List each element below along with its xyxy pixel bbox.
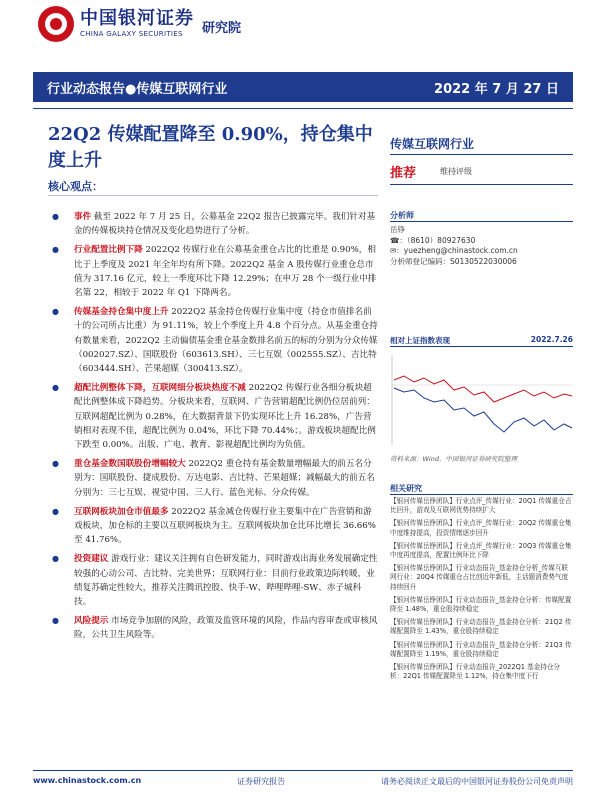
report-banner xyxy=(33,72,573,102)
key-point xyxy=(44,243,378,300)
key-point-keyword: 事件 xyxy=(74,212,92,222)
chart-title: 相对上证指数表现 xyxy=(390,336,450,345)
header-logo xyxy=(38,4,578,44)
divider xyxy=(390,154,573,155)
key-point-keyword: 互联网板块加仓市值最多 xyxy=(74,506,169,517)
report-date: 2022 年 7 月 27 日 xyxy=(434,81,559,97)
core-view-label: 核心观点： xyxy=(48,180,103,193)
key-point xyxy=(44,457,378,500)
key-points xyxy=(44,210,378,648)
analyst-name: 岳铮 xyxy=(390,225,405,234)
brand-name-cn: 中国银河证券 xyxy=(80,8,194,29)
key-point-keyword: 投资建议 xyxy=(74,554,109,565)
chart-line-index xyxy=(394,376,572,402)
analyst-email: ✉：yuezheng@chinastock.com.cn xyxy=(390,246,518,255)
galaxy-logo-icon xyxy=(38,6,74,42)
related-item: 【银河传媒岳铮团队】行业动态报告_基金持仓分析_传媒互联网行业：20Q4 传媒重仓占比创近年新低，主话题消费势气度持续回升 xyxy=(390,564,569,591)
key-point-text: 市场竞争加剧的风险，政策及监管环境的风险，作品内容审查或审核风险，公共卫生风险等。 xyxy=(74,616,378,641)
related-heading: 相关研究 xyxy=(390,484,422,493)
related-item: 【银河传媒岳铮团队】行业动态报告_基金持仓分析：21Q2 传媒配置降至 1.43%，重仓股持续稳定 xyxy=(390,618,572,636)
analyst-info xyxy=(390,225,518,267)
chart-source: 资料来源：Wind，中国银河证券研究院整理 xyxy=(390,455,517,463)
analyst-heading: 分析师 xyxy=(390,211,414,220)
key-point xyxy=(44,552,378,609)
footer-center: 证券研究报告 xyxy=(237,777,286,786)
key-point-keyword: 行业配置比例下降 xyxy=(74,245,143,256)
chart-date: 2022.7.26 xyxy=(530,335,573,344)
related-item: 【银河传媒岳铮团队】行业动态报告_基金持仓分析：21Q3 传媒配置降至 1.19%，重仓股持续稳定 xyxy=(390,640,572,658)
key-point xyxy=(44,305,378,376)
page-footer xyxy=(33,776,573,787)
key-point xyxy=(44,505,378,548)
key-point-keyword: 重仓基金数国联股份增幅较大 xyxy=(74,459,186,470)
key-point-text: 游戏行业：建议关注拥有自色研发能力，同时游戏出海业务发展确定性较强的心动公司、吉比特、完美世界；互联网行业：目前行业政策边际转暖，业绩复苏确定性较大，推荐关注腾讯控股、快手-W、哔哩哔哩-SW、赤子城科技。 xyxy=(74,554,378,608)
industry-label: 传媒互联网行业 xyxy=(390,137,475,151)
related-item: 【银河传媒岳铮团队】行业点评_传媒行业：20Q3 传媒重仓集中度再度提高，配置比例环比下降 xyxy=(390,541,572,560)
key-point xyxy=(44,381,378,452)
related-item: 【银河传媒岳铮团队】行业点评_传媒行业：20Q1 传媒重仓占比回升，游戏及互联网优势持续扩大 xyxy=(390,497,572,515)
analyst-cert: 分析师登记编码：S0130522030006 xyxy=(390,256,517,266)
divider xyxy=(390,494,573,495)
rating-value: 推荐 xyxy=(390,166,417,181)
report-title: 22Q2 传媒配置降至 0.90%，持仓集中度上升 xyxy=(48,124,373,171)
chart-line-industry xyxy=(394,388,572,432)
divider xyxy=(48,195,378,196)
footer-disclaimer: 请务必阅读正文最后的中国银河证券股份公司免责声明 xyxy=(381,777,573,786)
key-point-text: 2022Q2 传媒行业在公募基金重仓占比的比重是 0.90%，相比于上季度及 2021 年全年均有所下降。2022Q2 基金 A 股传媒行业重仓总市值为 317.16 亿元，较上一季度环比下降 12.29%；在申万 28 个一级行业中排名第 22，相较于 2022 年 Q1 下降两名。 xyxy=(74,245,377,299)
report-type: 行业动态报告●传媒互联网行业 xyxy=(47,81,228,97)
key-point-text: 截至 2022 年 7 月 25 日，公募基金 22Q2 报告已披露完毕。我们针对基金的传媒板块持仓情况及变化趋势进行了分析。 xyxy=(74,212,376,237)
divider xyxy=(390,346,573,347)
institute-label: 研究院 xyxy=(202,20,242,36)
key-point xyxy=(44,614,378,642)
related-item: 【银河传媒岳铮团队】行业动态报告_2022Q1 基金持仓分析：22Q1 传媒配置降至 1.12%，持仓集中度下行 xyxy=(390,663,561,681)
key-point-keyword: 风险提示 xyxy=(74,616,109,627)
key-point-keyword: 超配比例整体下降，互联网细分板块热度不减 xyxy=(74,383,246,394)
brand-block xyxy=(80,10,194,38)
relative-performance-chart xyxy=(386,350,576,450)
related-research-list xyxy=(390,497,573,685)
divider xyxy=(33,770,573,771)
key-point-text: 2022Q2 基金持仓传媒行业集中度（持仓市值排名前十的公司所占比重）为 91.11%，较上个季度上升 4.8 个百分点。从基金重仓持有数量来看，2022Q2 主动偏债基金重仓基金数排名前五的标的分别为分众传媒（002027.SZ）、国联股份（603613.SH）、三七互娱（002555.SZ）、吉比特（603444.SH）、芒果超媒（300413.SZ）。 xyxy=(74,307,378,375)
analyst-phone: ☎：（8610）80927630 xyxy=(390,235,476,245)
key-point-text: 2022Q2 基金减仓传媒行业主要集中在广告营销和游戏板块，加仓标的主要以互联网板块为主。互联网板块加仓比环比增长 36.66%至 41.76%。 xyxy=(74,506,376,546)
chart-header xyxy=(390,335,573,346)
key-point-text: 2022Q2 重仓持有基金数量增幅最大的前五名分别为：国联股份、捷成股份、万达电影、吉比特、芒果超媒；减幅最大的前五名分别为：三七互娱、视觉中国、三人行、蓝色光标、分众传媒。 xyxy=(74,459,375,498)
key-point xyxy=(44,210,378,238)
divider xyxy=(390,184,573,185)
footer-url-link[interactable]: www.chinastock.com.cn xyxy=(33,776,142,785)
key-point-keyword: 传媒基金持仓集中度上升 xyxy=(74,307,169,318)
rating-note: 维持评级 xyxy=(440,167,472,176)
related-item: 【银河传媒岳铮团队】行业点评_传媒行业：20Q2 传媒重仓集中度维持提高，投资情绪逐步回升 xyxy=(390,519,572,537)
divider xyxy=(390,221,573,222)
related-item: 【银河传媒岳铮团队】行业动态报告_基金持仓分析：传媒配置降至 1.48%，重仓股持续稳定 xyxy=(390,595,572,614)
divider xyxy=(33,108,573,109)
brand-name-en: CHINA GALAXY SECURITIES xyxy=(80,30,183,38)
key-point-text: 2022Q2 传媒行业各细分板块超配比例整体成下降趋势。分板块来看，互联网、广告营销超配比例仍位居前列：互联网超配比例为 0.28%，在大数据背景下仍实现环比上升 16.28%，广告营销相对表现不佳，超配比例为 0.04%，环比下降 70.44%；。游戏板块超配比例下跌至 0.00%。出版、广电、教育、影视超配比例均为负值。 xyxy=(74,383,376,451)
